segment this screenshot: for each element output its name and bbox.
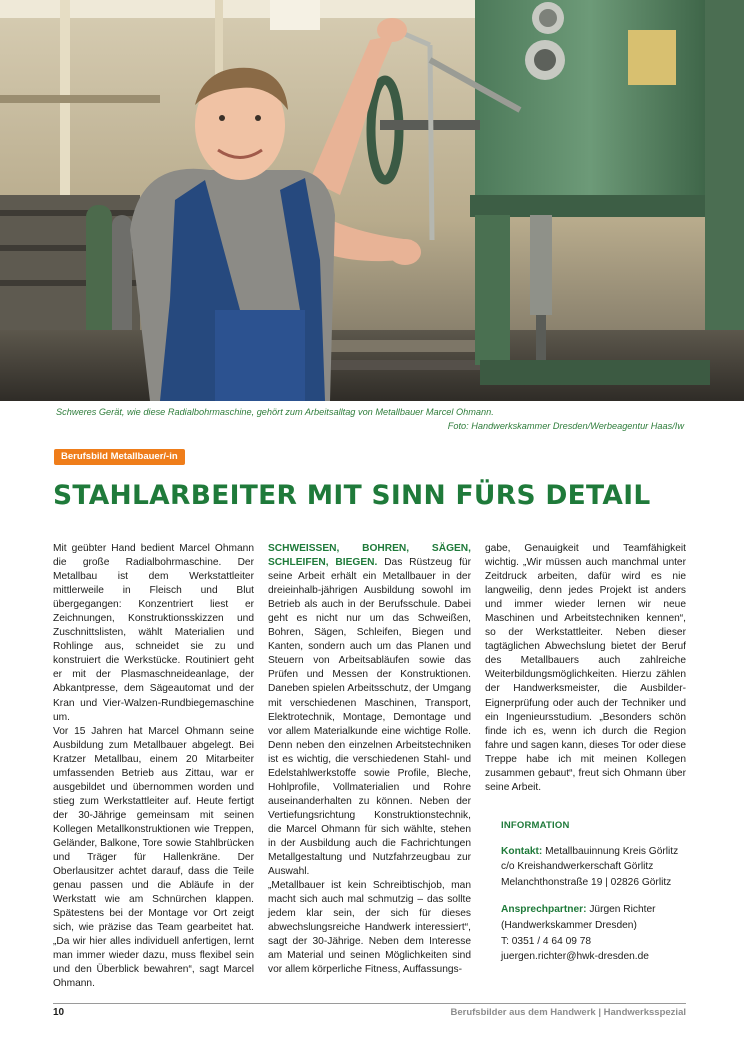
column2-paragraph1: [268, 542, 471, 879]
column3-paragraph1: gabe, Genauigkeit und Teamfähigkeit wichtig. „Wir müssen auch manchmal unter Zeitdruck arbeiten, dafür wird es nie langweilig, denn jedes Projekt ist anders und immer wieder lernen wir neue Maschinen und Arbeitstechniken kennen“, so der Werkstattleiter. Neben dieser tagtäglichen Abwechslung bietet der Beruf des Metallbauers auch zahlreiche Weiterbildungsmöglichkeiten. Hierzu zählen der Handwerksmeister, die Ausbilder-Eignerprüfung oder auch der Techniker und ein Ingenieursstudium. „Besonders schön finde ich es, wenn ich durch die Region fahre und sagen kann, dieses Tor oder diese Treppe habe ich mit meinen Kollegen zusammen gebaut“, freut sich Ohmann über seine Arbeit.: [485, 543, 686, 793]
photo-credit: Foto: Handwerkskammer Dresden/Werbeagentur Haas/Iw: [447, 421, 684, 431]
publication-title: Berufsbilder aus dem Handwerk | Handwerksspezial: [450, 1007, 686, 1018]
workshop-drill-press-image: [0, 0, 744, 401]
person-organisation: (Handwerkskammer Dresden): [501, 919, 637, 931]
phone-number[interactable]: T: 0351 / 4 64 09 78: [501, 935, 592, 947]
contact-org: Metallbauinnung Kreis Görlitz: [542, 845, 679, 857]
column2-paragraph1-text: Das Rüstzeug für seine Arbeit erhält ein Metallbauer in der dreieinhalb-jährigen Ausbildung sowohl im Betrieb als auch in der Berufsschule. Dabei geht es nicht nur um das Schweißen, Bohren, Sägen, Schleifen, Biegen und Kanten, sondern auch um das Planen und Steuern von Arbeitsabläufen sowie das Prüfen und Messen der Konstruktionen. Daneben spielen Arbeitsschutz, der Umgang mit verschiedenen Maschinen, Transport, Elektrotechnik, Montage, Demontage und vor allem Materialkunde eine wichtige Rolle. Denn neben den einzelnen Arbeitstechniken ist es wichtig, die verschiedenen Stahl- und Edelstahlwerkstoffe sowie Profile, Bleche, Hohlprofile, Vollmaterialien und Rohre auseinanderhalten zu können. Neben der Vertiefungsrichtung Konstruktionstechnik, die Marcel Ohmann für sich wählte, stehen in der Ausbildung auch die Fachrichtungen Metallgestaltung und Nutzfahrzeugbau zur Auswahl.: [268, 557, 471, 878]
hero-photo: [0, 0, 744, 401]
article-column-1: [53, 542, 254, 992]
person-block: [485, 902, 686, 964]
article-column-2: [268, 542, 471, 977]
contact-address: Melanchthonstraße 19 | 02826 Görlitz: [501, 876, 672, 888]
column1-paragraph2: Vor 15 Jahren hat Marcel Ohmann seine Ausbildung zum Metallbauer abgelegt. Bei Kratzer Metallbau, einem 20 Mitarbeiter umfassenden Betrieb aus Zittau, war er ausgebildet und übernommen worden und stieg zum Werkstattleiter auf. Heute fertigt der 30-Jährige gemeinsam mit seinen Kollegen Metallkonstruktionen wie Treppen, Geländer, Balkone, Tore sowie Stahlbrücken und Träger für Hallenkräne. Der Oberlausitzer achtet darauf, dass die Teile genau passen und die Abläufe in der Werkstatt wie am Schnürchen klappen. Spätestens bei der Montage vor Ort zeigt sich, wie präzise das Team gearbeitet hat. „Da wir hier alles individuell anfertigen, lernt man immer wieder dazu, muss flexibel sein und den Überblick bewahren“, sagt Marcel Ohmann.: [53, 725, 254, 990]
person-label: Ansprechpartner:: [501, 904, 587, 916]
page-number: 10: [53, 1007, 65, 1018]
person-name: Jürgen Richter: [586, 904, 656, 916]
information-box: [485, 818, 686, 977]
information-heading: INFORMATION: [501, 820, 570, 831]
photo-caption: [0, 403, 744, 437]
lead-in-heading: SCHWEISSEN, BOHREN, SÄGEN, SCHLEIFEN, BIEGEN.: [268, 543, 471, 569]
email-link[interactable]: juergen.richter@hwk-dresden.de: [501, 951, 649, 963]
caption-text: Schweres Gerät, wie diese Radialbohrmaschine, gehört zum Arbeitsalltag von Metallbauer Marcel Ohmann.: [56, 407, 494, 417]
article-headline: STAHLARBEITER MIT SINN FÜRS DETAIL: [53, 480, 651, 511]
article-column-3: [485, 542, 686, 795]
column1-paragraph1: Mit geübter Hand bedient Marcel Ohmann die große Radialbohrmaschine. Der Metallbau ist dem Werkstattleiter mittlerweile in Fleisch und Blut übergegangen: Konzentriert liest er Zeichnungen, Konstruktionsskizzen und Zuschnittslisten, wählt Materialien und Rohlinge aus, schneidet sie zu und konstruiert die Werkstücke. Routiniert geht er mit der Plasmaschneideanlage, der Abkantpresse, dem Sägeautomat und der Kran und Vier-Walzen-Rundbiegemaschine um.: [53, 543, 254, 723]
contact-label: Kontakt:: [501, 845, 543, 857]
category-tag: Berufsbild Metallbauer/-in: [54, 449, 185, 465]
column2-paragraph2: „Metallbauer ist kein Schreibtischjob, man macht sich auch mal schmutzig – das sollte jedem klar sein, der sich für dieses abwechslungsreiche Handwerk interessiert“, sagt der 30-Jährige. Neben dem Interesse am Material und seinen Möglichkeiten sind vor allem körperliche Fitness, Auffassungs-: [268, 880, 471, 976]
footer-divider: [53, 1003, 686, 1004]
contact-block: [485, 844, 686, 891]
contact-co: c/o Kreishandwerkerschaft Görlitz: [501, 861, 654, 873]
